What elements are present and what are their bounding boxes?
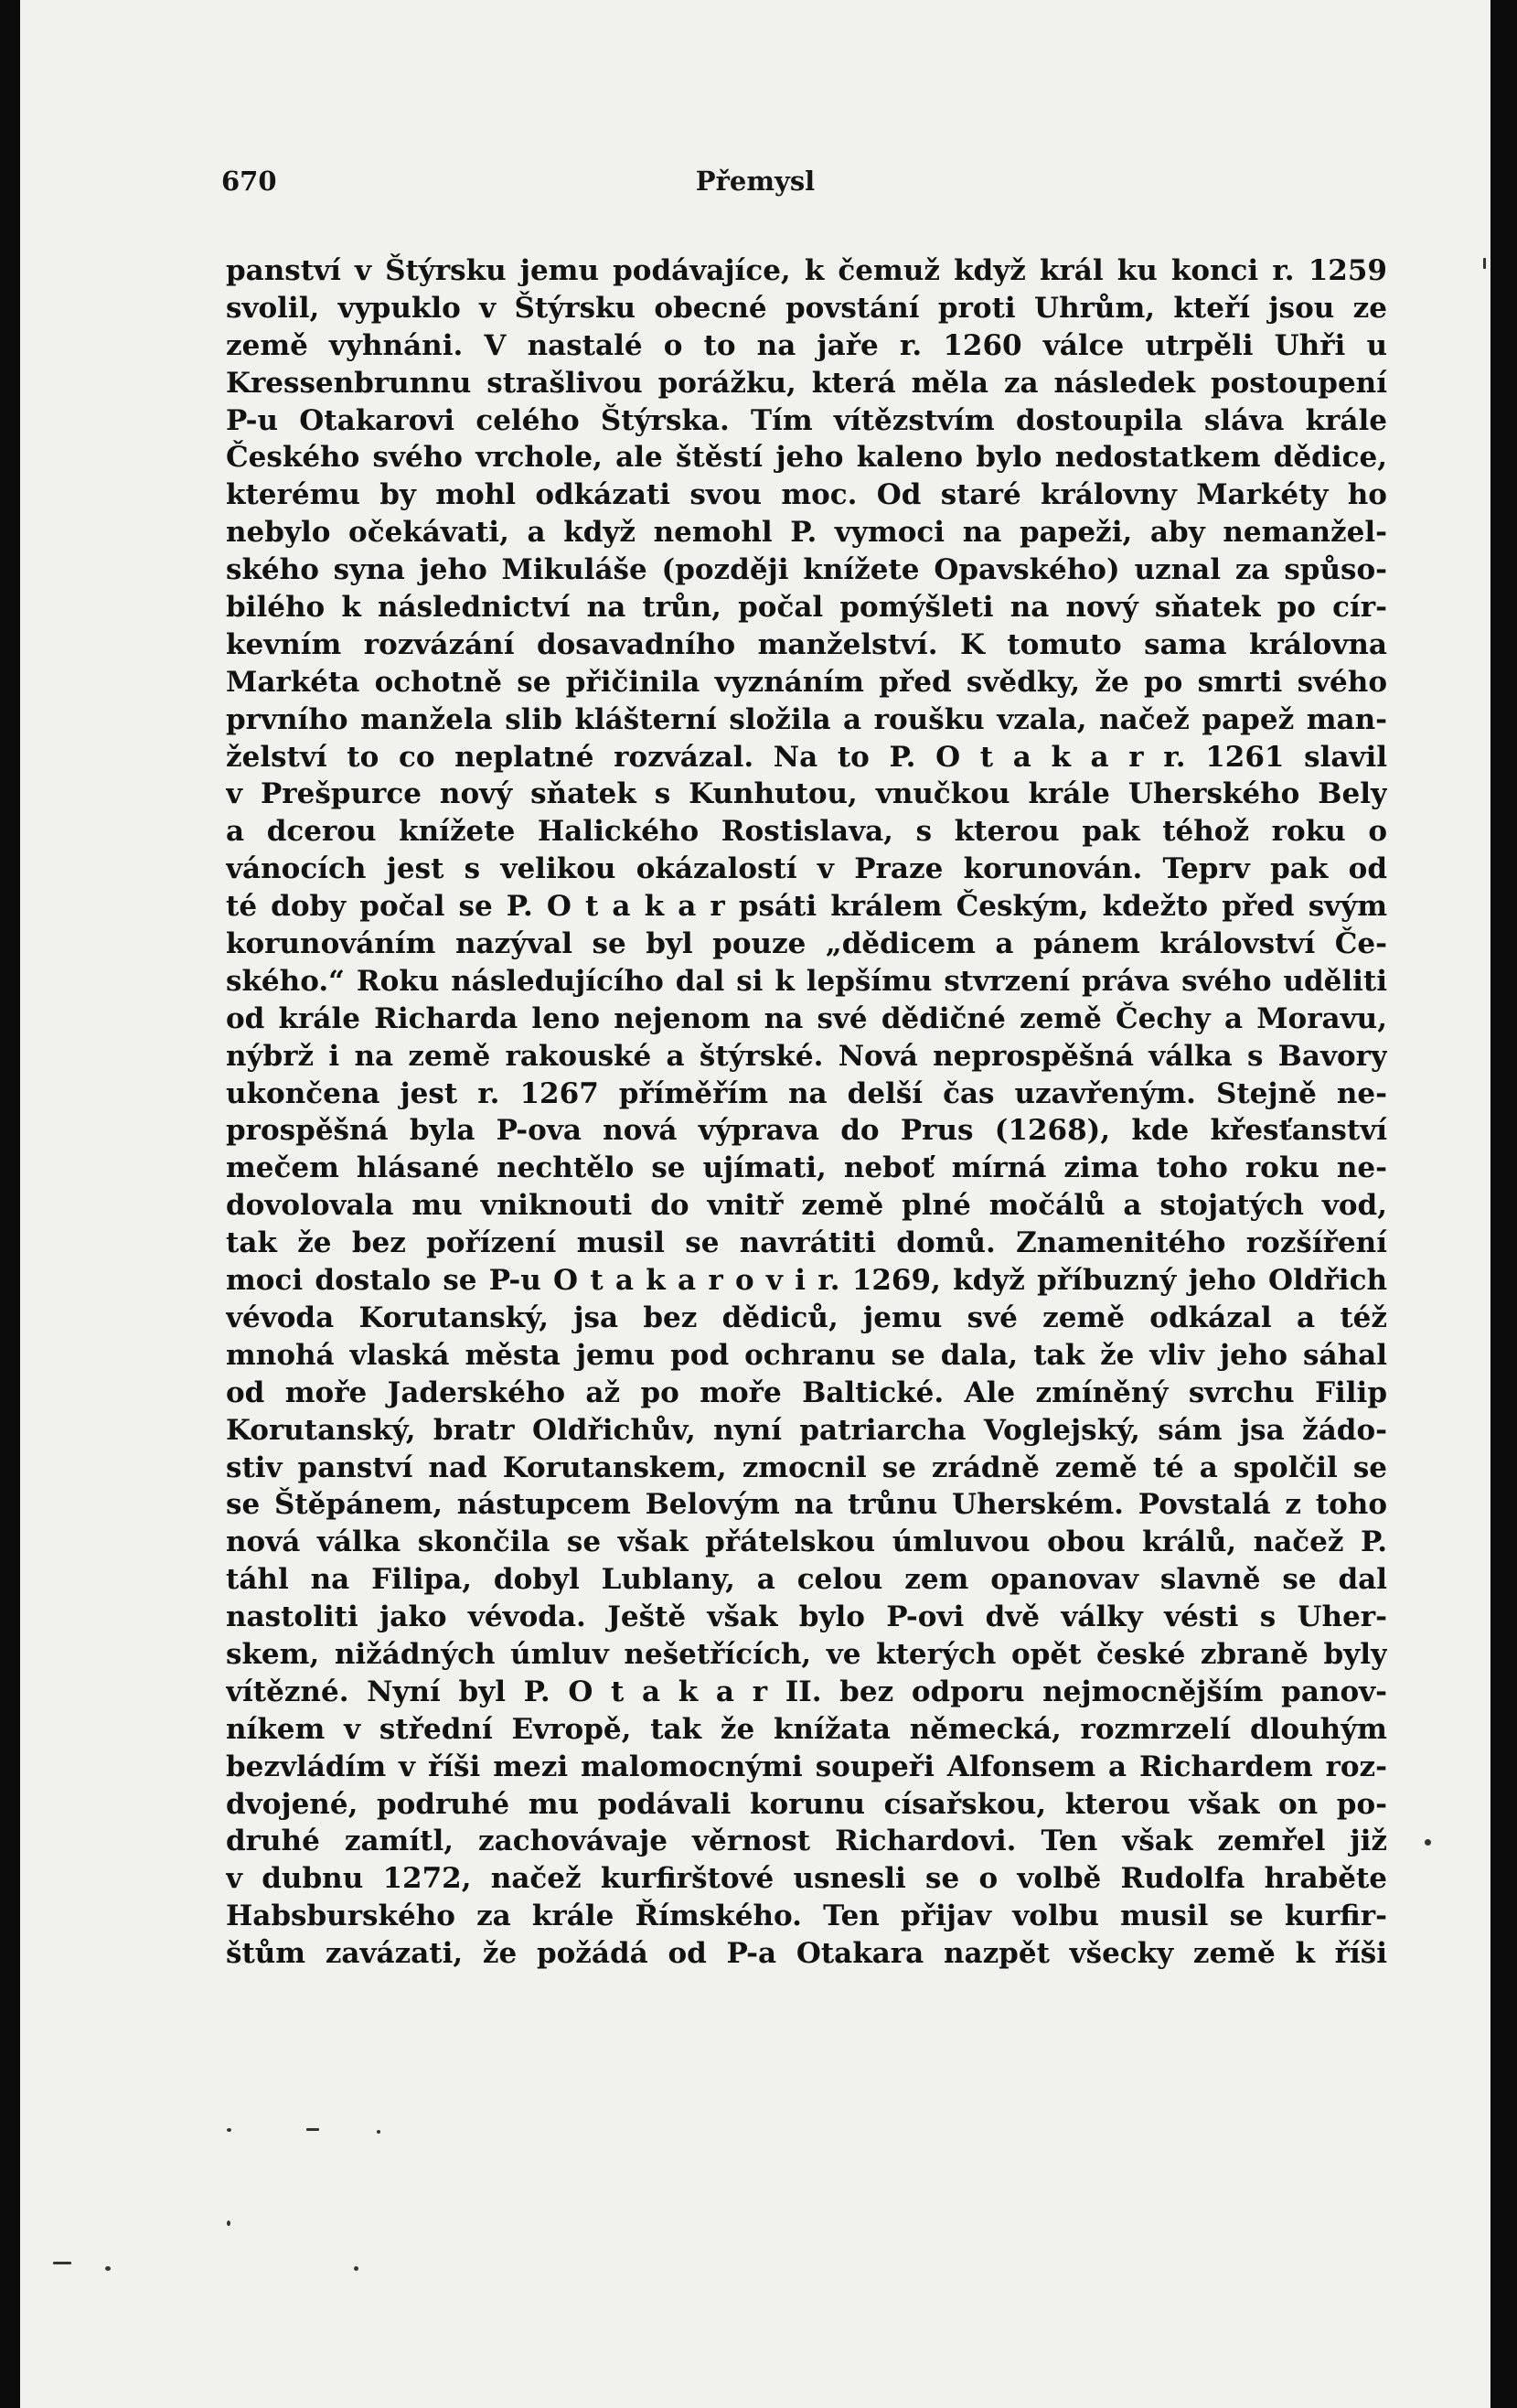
text-line: P-u Otakarovi celého Štýrska. Tím vítězstvím dostoupila sláva krále (226, 403, 1387, 437)
text-line: štům zavázati, že požádá od P-a Otakara nazpět všecky země k říši (226, 1937, 1387, 1971)
text-line: bilého k následnictví na trůn, počal pomýšleti na nový sňatek po cír- (226, 591, 1387, 625)
text-line: mečem hlásané nechtělo se ujímati, neboť mírná zima toho roku ne- (226, 1151, 1387, 1185)
text-line: svolil, vypuklo v Štýrsku obecné povstání proti Uhrům, kteří jsou ze (226, 291, 1387, 325)
text-line: nastoliti jako vévoda. Ještě však bylo P-ovi dvě války vésti s Uher- (226, 1600, 1387, 1634)
text-line: ského syna jeho Mikuláše (později knížete Opavského) uznal za spůso- (226, 553, 1387, 587)
text-line: té doby počal se P. O t a k a r psáti králem Českým, kdežto před svým (226, 890, 1387, 924)
stray-mark (354, 2266, 358, 2271)
text-line: Kressenbrunnu strašlivou porážku, která měla za následek postoupení (226, 366, 1387, 400)
text-line: táhl na Filipa, dobyl Lublany, a celou zem opanovav slavně se dal (226, 1563, 1387, 1597)
text-line: skem, nižádných úmluv nešetřících, ve kterých opět české zbraně byly (226, 1637, 1387, 1671)
text-line: ukončena jest r. 1267 příměřím na delší čas uzavřeným. Stejně ne- (226, 1076, 1387, 1110)
text-line: druhé zamítl, zachovávaje věrnost Richardovi. Ten však zemřel již (226, 1825, 1387, 1858)
text-line: země vyhnáni. V nastalé o to na jaře r. 1260 válce utrpěli Uhři u (226, 328, 1387, 362)
text-line: v Prešpurce nový sňatek s Kunhutou, vnučkou krále Uherského Bely (226, 777, 1387, 811)
text-line: kterému by mohl odkázati svou moc. Od staré královny Markéty ho (226, 478, 1387, 512)
text-line: vítězné. Nyní byl P. O t a k a r II. bez odporu nejmocnějším panov- (226, 1675, 1387, 1708)
text-line: vánocích jest s velikou okázalostí v Praze korunován. Teprv pak od (226, 852, 1387, 886)
text-line: v dubnu 1272, načež kurfirštové usnesli se o volbě Rudolfa hraběte (226, 1862, 1387, 1896)
text-line: korunováním nazýval se byl pouze „dědicem a pánem království Če- (226, 927, 1387, 961)
text-line: od krále Richarda leno nejenom na své dědičné země Čechy a Moravu, (226, 1001, 1387, 1035)
text-line: vévoda Korutanský, jsa bez dědiců, jemu své země odkázal a též (226, 1300, 1387, 1334)
text-line: prospěšná byla P-ova nová výprava do Prus (1268), kde křesťanství (226, 1114, 1387, 1148)
text-line: nebylo očekávati, a když nemohl P. vymoci na papeži, aby nemanžel- (226, 516, 1387, 550)
text-line: moci dostalo se P-u O t a k a r o v i r. 1269, když příbuzný jeho Oldřich (226, 1264, 1387, 1298)
body-text (226, 252, 1387, 1973)
stray-mark (105, 2266, 111, 2271)
stray-mark (1425, 1839, 1431, 1846)
text-line: dvojené, podruhé mu podávali korunu císařskou, kterou však on po- (226, 1787, 1387, 1821)
text-line: nýbrž i na země rakouské a štýrské. Nová neprospěšná válka s Bavory (226, 1039, 1387, 1073)
text-line: a dcerou knížete Halického Rostislava, s kterou pak téhož roku o (226, 815, 1387, 849)
running-title: Přemysl (695, 166, 816, 197)
text-line: Českého svého vrchole, ale štěstí jeho kaleno bylo nedostatkem dědice, (226, 441, 1387, 475)
text-line: Korutanský, bratr Oldřichův, nyní patriarcha Voglejský, sám jsa žádo- (226, 1413, 1387, 1447)
stray-mark (53, 2262, 71, 2264)
text-line: kevním rozvázání dosavadního manželství. K tomuto sama královna (226, 627, 1387, 661)
stray-mark (377, 2130, 380, 2134)
stray-mark (227, 2221, 230, 2226)
text-line: panství v Štýrsku jemu podávajíce, k čemuž když král ku konci r. 1259 (226, 254, 1387, 287)
text-line: Habsburského za krále Římského. Ten přijav volbu musil se kurfir- (226, 1900, 1387, 1933)
stray-mark (227, 2128, 231, 2132)
page-number: 670 (221, 166, 277, 197)
stray-mark (306, 2128, 319, 2131)
text-line: bezvládím v říši mezi malomocnými soupeři Alfonsem a Richardem roz- (226, 1750, 1387, 1783)
text-line: mnohá vlaská města jemu pod ochranu se dala, tak že vliv jeho sáhal (226, 1338, 1387, 1372)
text-line: od moře Jaderského až po moře Baltické. Ale zmíněný svrchu Filip (226, 1375, 1387, 1409)
text-line: stiv panství nad Korutanskem, zmocnil se zrádně země té a spolčil se (226, 1450, 1387, 1484)
text-line: tak že bez pořízení musil se navrátiti domů. Znamenitého rozšíření (226, 1226, 1387, 1260)
book-page (20, 0, 1490, 2408)
text-line: dovolovala mu vniknouti do vnitř země plné močálů a stojatých vod, (226, 1189, 1387, 1223)
text-line: nová válka skončila se však přátelskou úmluvou obou králů, načež P. (226, 1525, 1387, 1559)
text-line: prvního manžela slib klášterní složila a roušku vzala, načež papež man- (226, 702, 1387, 736)
text-line: se Štěpánem, nástupcem Belovým na trůnu Uherském. Povstalá z toho (226, 1488, 1387, 1522)
text-line: Markéta ochotně se přičinila vyznáním před svědky, že po smrti svého (226, 665, 1387, 699)
text-line: želství to co neplatné rozvázal. Na to P. O t a k a r r. 1261 slavil (226, 740, 1387, 774)
text-line: ského.“ Roku následujícího dal si k lepšímu stvrzení práva svého uděliti (226, 964, 1387, 998)
stray-mark (1483, 258, 1486, 269)
text-line: níkem v střední Evropě, tak že knížata německá, rozmrzelí dlouhým (226, 1712, 1387, 1746)
